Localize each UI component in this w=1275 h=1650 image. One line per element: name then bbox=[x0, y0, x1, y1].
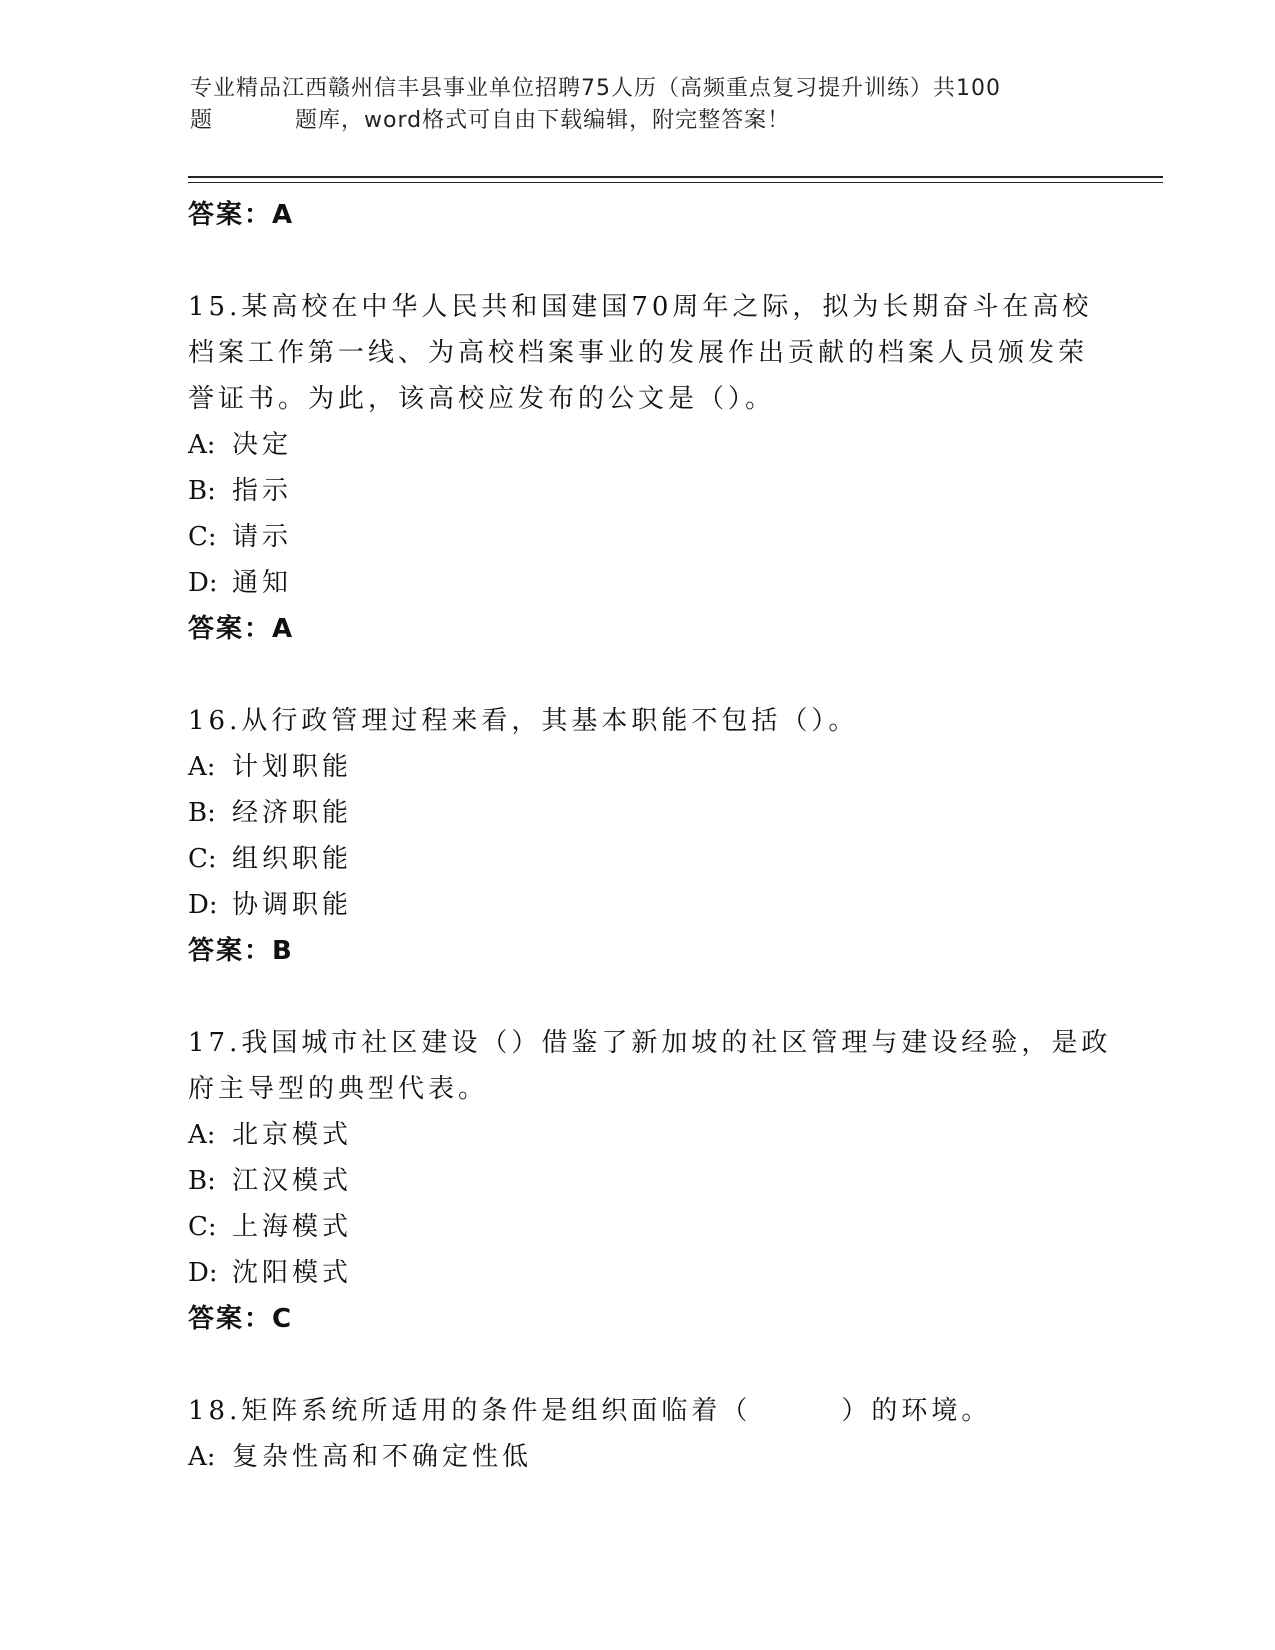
option-a bbox=[188, 1434, 1088, 1480]
option-d bbox=[188, 1250, 1088, 1296]
question-block bbox=[188, 1388, 1088, 1480]
question-block bbox=[188, 698, 1088, 974]
question-text bbox=[188, 284, 1093, 422]
option-d bbox=[188, 882, 1088, 928]
option-key: C: bbox=[188, 1212, 217, 1242]
option-c bbox=[188, 1204, 1088, 1250]
option-text: 请示 bbox=[232, 522, 293, 552]
option-key: A: bbox=[188, 430, 216, 460]
option-key: B: bbox=[188, 476, 216, 506]
option-text: 计划职能 bbox=[232, 752, 353, 782]
spacer bbox=[188, 238, 1088, 284]
option-key: A: bbox=[188, 1442, 216, 1472]
question-line: 17.我国城市社区建设（）借鉴了新加坡的社区管理与建设经验，是政 bbox=[188, 1028, 1112, 1058]
option-text: 北京模式 bbox=[232, 1120, 353, 1150]
option-key: B: bbox=[188, 798, 216, 828]
question-text bbox=[188, 1020, 1112, 1112]
document-body bbox=[188, 192, 1112, 1480]
header-rule-thin bbox=[188, 182, 1163, 183]
option-text: 沈阳模式 bbox=[232, 1258, 353, 1288]
spacer bbox=[188, 974, 1088, 1020]
option-c bbox=[188, 514, 1088, 560]
question-line: 16.从行政管理过程来看，其基本职能不包括（）。 bbox=[188, 706, 859, 736]
option-b bbox=[188, 1158, 1088, 1204]
option-b bbox=[188, 468, 1088, 514]
option-text: 经济职能 bbox=[232, 798, 353, 828]
question-text bbox=[188, 1388, 1088, 1434]
header-rule-thick bbox=[188, 176, 1163, 178]
option-key: A: bbox=[188, 752, 216, 782]
option-text: 通知 bbox=[232, 568, 293, 598]
option-key: D: bbox=[188, 890, 218, 920]
answer-line: 答案：A bbox=[188, 614, 295, 644]
option-text: 组织职能 bbox=[232, 844, 353, 874]
question-line: 誉证书。为此，该高校应发布的公文是（）。 bbox=[188, 384, 776, 414]
question-line: 府主导型的典型代表。 bbox=[188, 1074, 489, 1104]
option-b bbox=[188, 790, 1088, 836]
header-title-line1: 专业精品江西赣州信丰县事业单位招聘75人历（高频重点复习提升训练）共100 bbox=[190, 76, 1001, 101]
option-key: C: bbox=[188, 522, 217, 552]
option-a bbox=[188, 1112, 1088, 1158]
option-text: 决定 bbox=[232, 430, 293, 460]
spacer bbox=[188, 1342, 1088, 1388]
spacer bbox=[188, 652, 1088, 698]
option-key: C: bbox=[188, 844, 217, 874]
option-text: 指示 bbox=[232, 476, 293, 506]
option-text: 协调职能 bbox=[232, 890, 353, 920]
question-block bbox=[188, 1020, 1112, 1342]
option-text: 复杂性高和不确定性低 bbox=[232, 1442, 533, 1472]
option-a bbox=[188, 744, 1088, 790]
option-text: 上海模式 bbox=[232, 1212, 353, 1242]
question-text bbox=[188, 698, 1088, 744]
option-a bbox=[188, 422, 1088, 468]
header-line2-left: 题 bbox=[190, 108, 214, 133]
question-line: 档案工作第一线、为高校档案事业的发展作出贡献的档案人员颁发荣 bbox=[188, 338, 1089, 368]
answer-line: 答案：A bbox=[188, 200, 295, 230]
option-c bbox=[188, 836, 1088, 882]
option-key: B: bbox=[188, 1166, 216, 1196]
header-line2-right: 题库，word格式可自由下载编辑，附完整答案！ bbox=[295, 108, 791, 133]
question-line: 18.矩阵系统所适用的条件是组织面临着（ ）的环境。 bbox=[188, 1396, 992, 1426]
option-text: 江汉模式 bbox=[232, 1166, 353, 1196]
question-block bbox=[188, 284, 1093, 652]
option-key: D: bbox=[188, 568, 218, 598]
header-title-line2 bbox=[190, 105, 1070, 137]
answer-line: 答案：C bbox=[188, 1304, 294, 1334]
option-key: D: bbox=[188, 1258, 218, 1288]
option-d bbox=[188, 560, 1088, 606]
question-line: 15.某高校在中华人民共和国建国70周年之际，拟为长期奋斗在高校 bbox=[188, 292, 1093, 322]
page-header bbox=[190, 73, 1070, 137]
option-key: A: bbox=[188, 1120, 216, 1150]
answer-line: 答案：B bbox=[188, 936, 294, 966]
